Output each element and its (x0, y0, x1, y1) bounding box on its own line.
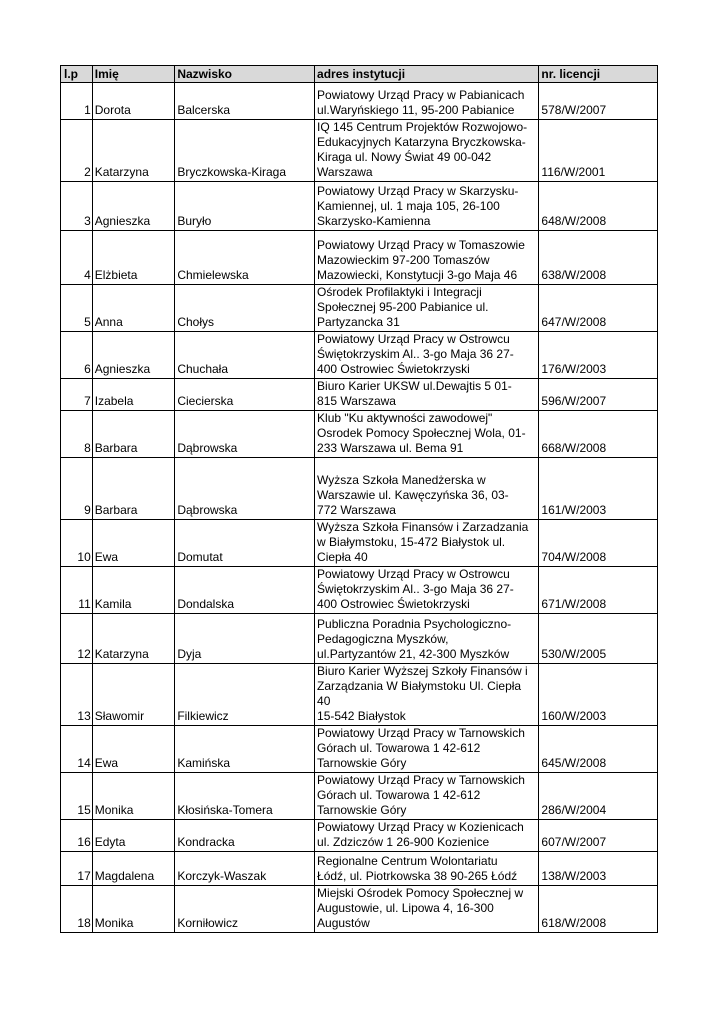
cell-lp: 16 (61, 820, 93, 852)
cell-adres (315, 664, 539, 726)
table-row (61, 182, 658, 231)
cell-adres (315, 852, 539, 886)
address-line: Powiatowy Urząd Pracy w Pabianicach (317, 88, 525, 102)
address-line: Augustowie, ul. Lipowa 4, 16-300 (317, 901, 494, 915)
address-line: Osrodek Pomocy Społecznej Wola, 01- (317, 426, 526, 440)
address-line: Tarnowskie Góry (317, 803, 407, 817)
cell-licencja: 607/W/2007 (539, 820, 658, 852)
address-line: Biuro Karier Wyższej Szkoły Finansów i (317, 664, 528, 678)
cell-licencja: 668/W/2008 (539, 411, 658, 458)
cell-adres (315, 379, 539, 411)
cell-lp: 2 (61, 120, 93, 182)
cell-adres (315, 182, 539, 231)
cell-lp: 7 (61, 379, 93, 411)
cell-imie: Ewa (92, 726, 175, 773)
cell-adres (315, 332, 539, 379)
cell-lp: 5 (61, 285, 93, 332)
address-line: 233 Warszawa ul. Bema 91 (317, 441, 464, 455)
address-line: Ośrodek Profilaktyki i Integracji (317, 285, 482, 299)
header-adres: adres instytucji (315, 66, 539, 83)
cell-nazwisko: Kłosińska-Tomera (175, 773, 315, 820)
address-line: ul.Partyzantów 21, 42-300 Myszków (317, 647, 510, 661)
address-line: Mazowieckim 97-200 Tomaszów (317, 253, 490, 267)
cell-nazwisko: Balcerska (175, 83, 315, 120)
cell-licencja: 618/W/2008 (539, 886, 658, 933)
cell-nazwisko: Chuchała (175, 332, 315, 379)
address-line: Powiatowy Urząd Pracy w Ostrowcu (317, 332, 510, 346)
address-line: Biuro Karier UKSW ul.Dewajtis 5 01- (317, 379, 512, 393)
cell-licencja: 647/W/2008 (539, 285, 658, 332)
cell-imie: Magdalena (92, 852, 175, 886)
address-line: Zarządzania W Białymstoku Ul. Ciepła (317, 679, 522, 693)
cell-imie: Dorota (92, 83, 175, 120)
address-line: IQ 145 Centrum Projektów Rozwojowo- (317, 120, 528, 134)
cell-imie: Izabela (92, 379, 175, 411)
table-row (61, 567, 658, 614)
cell-nazwisko: Chołys (175, 285, 315, 332)
cell-imie: Monika (92, 773, 175, 820)
cell-licencja: 578/W/2007 (539, 83, 658, 120)
table-row (61, 773, 658, 820)
cell-licencja: 160/W/2003 (539, 664, 658, 726)
address-line: Wyższa Szkoła Finansów i Zarzadzania (317, 520, 529, 534)
address-line: 400 Ostrowiec Świetokrzyski (317, 597, 470, 611)
cell-adres (315, 886, 539, 933)
cell-licencja: 704/W/2008 (539, 520, 658, 567)
cell-imie: Agnieszka (92, 332, 175, 379)
table-row (61, 332, 658, 379)
address-line: Pedagogiczna Myszków, (317, 632, 449, 646)
cell-licencja: 161/W/2003 (539, 458, 658, 520)
cell-imie: Kamila (92, 567, 175, 614)
address-line: Tarnowskie Góry (317, 756, 407, 770)
header-licencja: nr. licencji (539, 66, 658, 83)
cell-nazwisko: Bryczkowska-Kiraga (175, 120, 315, 182)
cell-adres (315, 614, 539, 664)
cell-licencja: 638/W/2008 (539, 231, 658, 285)
cell-adres (315, 773, 539, 820)
cell-lp: 15 (61, 773, 93, 820)
address-line: Powiatowy Urząd Pracy w Kozienicach (317, 820, 524, 834)
cell-licencja: 671/W/2008 (539, 567, 658, 614)
cell-nazwisko: Buryło (175, 182, 315, 231)
address-line: Łódź, ul. Piotrkowska 38 90-265 Łódź (317, 869, 518, 883)
cell-nazwisko: Korczyk-Waszak (175, 852, 315, 886)
cell-adres (315, 411, 539, 458)
cell-imie: Anna (92, 285, 175, 332)
cell-adres (315, 726, 539, 773)
address-line: Powiatowy Urząd Pracy w Tarnowskich (317, 773, 525, 787)
address-line: Powiatowy Urząd Pracy w Tomaszowie (317, 238, 525, 252)
address-line: Miejski Ośrodek Pomocy Społecznej w (317, 886, 524, 900)
address-line: 815 Warszawa (317, 394, 396, 408)
cell-nazwisko: Dąbrowska (175, 458, 315, 520)
table-row (61, 458, 658, 520)
cell-nazwisko: Kamińska (175, 726, 315, 773)
table-row (61, 411, 658, 458)
cell-imie: Barbara (92, 458, 175, 520)
cell-lp: 10 (61, 520, 93, 567)
cell-nazwisko: Dyja (175, 614, 315, 664)
table-row (61, 852, 658, 886)
address-line: w Białymstoku, 15-472 Białystok ul. (317, 535, 506, 549)
cell-nazwisko: Korniłowicz (175, 886, 315, 933)
address-line: Warszawa (317, 165, 373, 179)
table-row (61, 614, 658, 664)
table-row (61, 231, 658, 285)
cell-adres (315, 567, 539, 614)
address-line: Powiatowy Urząd Pracy w Ostrowcu (317, 567, 510, 581)
address-line: ul. Zdziczów 1 26-900 Kozienice (317, 835, 490, 849)
table-row (61, 285, 658, 332)
table-row (61, 379, 658, 411)
table-row (61, 726, 658, 773)
licence-table (60, 65, 658, 933)
cell-nazwisko: Domutat (175, 520, 315, 567)
cell-lp: 1 (61, 83, 93, 120)
table-row (61, 820, 658, 852)
cell-imie: Katarzyna (92, 614, 175, 664)
cell-lp: 13 (61, 664, 93, 726)
cell-lp: 6 (61, 332, 93, 379)
table-row (61, 520, 658, 567)
cell-imie: Katarzyna (92, 120, 175, 182)
address-line: ul.Waryńskiego 11, 95-200 Pabianice (317, 103, 515, 117)
cell-lp: 3 (61, 182, 93, 231)
cell-adres (315, 285, 539, 332)
header-nazwisko: Nazwisko (175, 66, 315, 83)
address-line: Mazowiecki, Konstytucji 3-go Maja 46 (317, 268, 518, 282)
address-line: Kiraga ul. Nowy Świat 49 00-042 (317, 150, 492, 164)
address-line: Klub "Ku aktywności zawodowej" (317, 411, 493, 425)
cell-imie: Edyta (92, 820, 175, 852)
cell-licencja: 116/W/2001 (539, 120, 658, 182)
table-row (61, 83, 658, 120)
cell-adres (315, 120, 539, 182)
cell-nazwisko: Dąbrowska (175, 411, 315, 458)
cell-nazwisko: Ciecierska (175, 379, 315, 411)
cell-imie: Elżbieta (92, 231, 175, 285)
cell-adres (315, 83, 539, 120)
cell-licencja: 286/W/2004 (539, 773, 658, 820)
cell-lp: 4 (61, 231, 93, 285)
header-row (61, 66, 658, 83)
cell-licencja: 648/W/2008 (539, 182, 658, 231)
cell-adres (315, 458, 539, 520)
address-line: 15-542 Białystok (317, 709, 406, 723)
address-line: Regionalne Centrum Wolontariatu (317, 854, 498, 868)
address-line: Świętokrzyskim Al.. 3-go Maja 36 27- (317, 582, 514, 596)
table-body (61, 83, 658, 933)
address-line: Warszawie ul. Kawęczyńska 36, 03- (317, 488, 509, 502)
address-line: Skarzysko-Kamienna (317, 214, 431, 228)
cell-lp: 17 (61, 852, 93, 886)
cell-imie: Ewa (92, 520, 175, 567)
table-row (61, 120, 658, 182)
cell-imie: Agnieszka (92, 182, 175, 231)
cell-licencja: 176/W/2003 (539, 332, 658, 379)
header-imie: Imię (92, 66, 175, 83)
address-line: 400 Ostrowiec Świetokrzyski (317, 362, 470, 376)
cell-nazwisko: Chmielewska (175, 231, 315, 285)
address-line: Edukacyjnych Katarzyna Bryczkowska- (317, 135, 526, 149)
cell-licencja: 138/W/2003 (539, 852, 658, 886)
table-row (61, 664, 658, 726)
address-line: Wyższa Szkoła Manedżerska w (317, 473, 486, 487)
address-line: Partyzancka 31 (317, 315, 400, 329)
address-line: Górach ul. Towarowa 1 42-612 (317, 741, 481, 755)
cell-nazwisko: Kondracka (175, 820, 315, 852)
cell-licencja: 530/W/2005 (539, 614, 658, 664)
address-line: Publiczna Poradnia Psychologiczno- (317, 617, 512, 631)
address-line: 40 (317, 694, 331, 708)
address-line: Społecznej 95-200 Pabianice ul. (317, 300, 489, 314)
cell-lp: 18 (61, 886, 93, 933)
cell-adres (315, 520, 539, 567)
address-line: Powiatowy Urząd Pracy w Skarzysku- (317, 184, 519, 198)
cell-adres (315, 820, 539, 852)
cell-lp: 8 (61, 411, 93, 458)
cell-licencja: 596/W/2007 (539, 379, 658, 411)
address-line: 772 Warszawa (317, 503, 396, 517)
address-line: Górach ul. Towarowa 1 42-612 (317, 788, 481, 802)
cell-licencja: 645/W/2008 (539, 726, 658, 773)
address-line: Świętokrzyskim Al.. 3-go Maja 36 27- (317, 347, 514, 361)
address-line: Powiatowy Urząd Pracy w Tarnowskich (317, 726, 525, 740)
cell-nazwisko: Filkiewicz (175, 664, 315, 726)
address-line: Kamiennej, ul. 1 maja 105, 26-100 (317, 199, 500, 213)
cell-lp: 12 (61, 614, 93, 664)
cell-nazwisko: Dondalska (175, 567, 315, 614)
address-line: Augustów (317, 916, 370, 930)
cell-imie: Monika (92, 886, 175, 933)
address-line: Ciepła 40 (317, 550, 368, 564)
cell-lp: 14 (61, 726, 93, 773)
cell-lp: 9 (61, 458, 93, 520)
header-lp: l.p (61, 66, 93, 83)
cell-lp: 11 (61, 567, 93, 614)
cell-imie: Barbara (92, 411, 175, 458)
cell-imie: Sławomir (92, 664, 175, 726)
table-row (61, 886, 658, 933)
cell-adres (315, 231, 539, 285)
